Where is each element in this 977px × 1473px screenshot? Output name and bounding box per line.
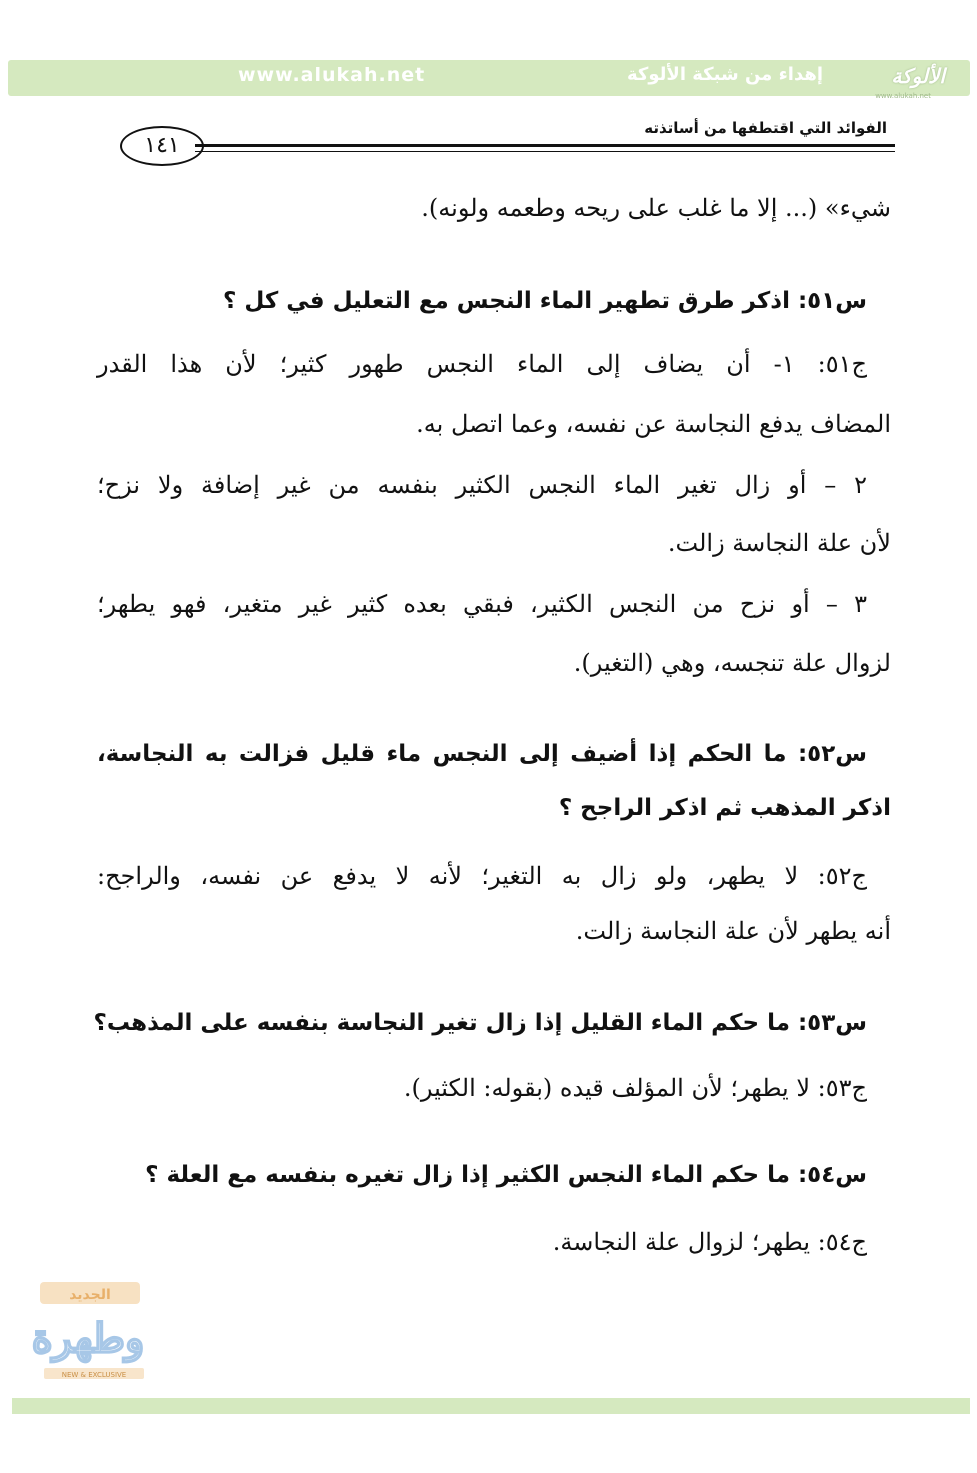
logo-site-text: www.alukah.net <box>875 92 931 100</box>
logo-main-text: وطهرة <box>31 1315 145 1362</box>
question-51: س٥١: اذكر طرق تطهير الماء النجس مع التعليل في كل ؟ <box>223 288 867 314</box>
answer-51-line-6: لزوال علة تنجسه، وهي (التغير). <box>573 649 891 677</box>
answer-52-line-1: ج٥٢: لا يطهر، ولو زال به التغير؛ لأنه لا يدفع عن نفسه، والراجح: <box>97 862 867 890</box>
header-rule-thin <box>195 151 895 152</box>
answer-51-line-2: المضاف يدفع النجاسة عن نفسه، وعما اتصل به. <box>416 410 891 438</box>
running-header-title: الفوائد التي اقتطفها من أساتذته <box>644 119 887 137</box>
text-line: شيء» (... إلا ما غلب على ريحه وطعمه ولونه). <box>421 194 891 222</box>
answer-53: ج٥٣: لا يطهر؛ لأن المؤلف قيده (بقوله: الكثير). <box>403 1074 867 1102</box>
logo-text: الألوكة <box>891 64 945 88</box>
header-rule-thick <box>195 144 895 147</box>
question-54: س٥٤: ما حكم الماء النجس الكثير إذا زال تغيره بنفسه مع العلة ؟ <box>145 1162 867 1188</box>
alukah-logo <box>847 56 965 104</box>
question-52-line-2: اذكر المذهب ثم اذكر الراجح ؟ <box>558 795 891 821</box>
new-exclusive-logo <box>20 1276 150 1386</box>
answer-51-line-5: ٣ – أو نزح من النجس الكثير، فبقي بعده كثير غير متغير، فهو يطهر؛ <box>97 590 867 618</box>
answer-54: ج٥٤: يطهر؛ لزوال علة النجاسة. <box>552 1228 867 1256</box>
answer-51-line-3: ٢ – أو زال تغير الماء النجس الكثير بنفسه من غير إضافة ولا نزح؛ <box>97 471 867 499</box>
answer-52-line-2: أنه يطهر لأن علة النجاسة زالت. <box>575 917 891 945</box>
question-53: س٥٣: ما حكم الماء القليل إذا زال تغير النجاسة بنفسه على المذهب؟ <box>93 1010 867 1036</box>
top-banner <box>8 60 970 96</box>
logo-new-text: الجديد <box>69 1287 111 1303</box>
banner-gift-text: إهداء من شبكة الألوكة <box>627 64 823 85</box>
answer-51-line-1: ج٥١: ١- أن يضاف إلى الماء النجس طهور كثير؛ لأن هذا القدر <box>97 350 867 378</box>
page-number: ١٤١ <box>120 126 204 166</box>
logo-caption: NEW & EXCLUSIVE <box>61 1371 127 1379</box>
bottom-band <box>12 1398 970 1414</box>
answer-51-line-4: لأن علة النجاسة زالت. <box>667 529 891 557</box>
question-52-line-1: س٥٢: ما الحكم إذا أضيف إلى النجس ماء قليل فزالت به النجاسة، <box>97 741 867 767</box>
banner-url[interactable]: www.alukah.net <box>238 64 426 86</box>
